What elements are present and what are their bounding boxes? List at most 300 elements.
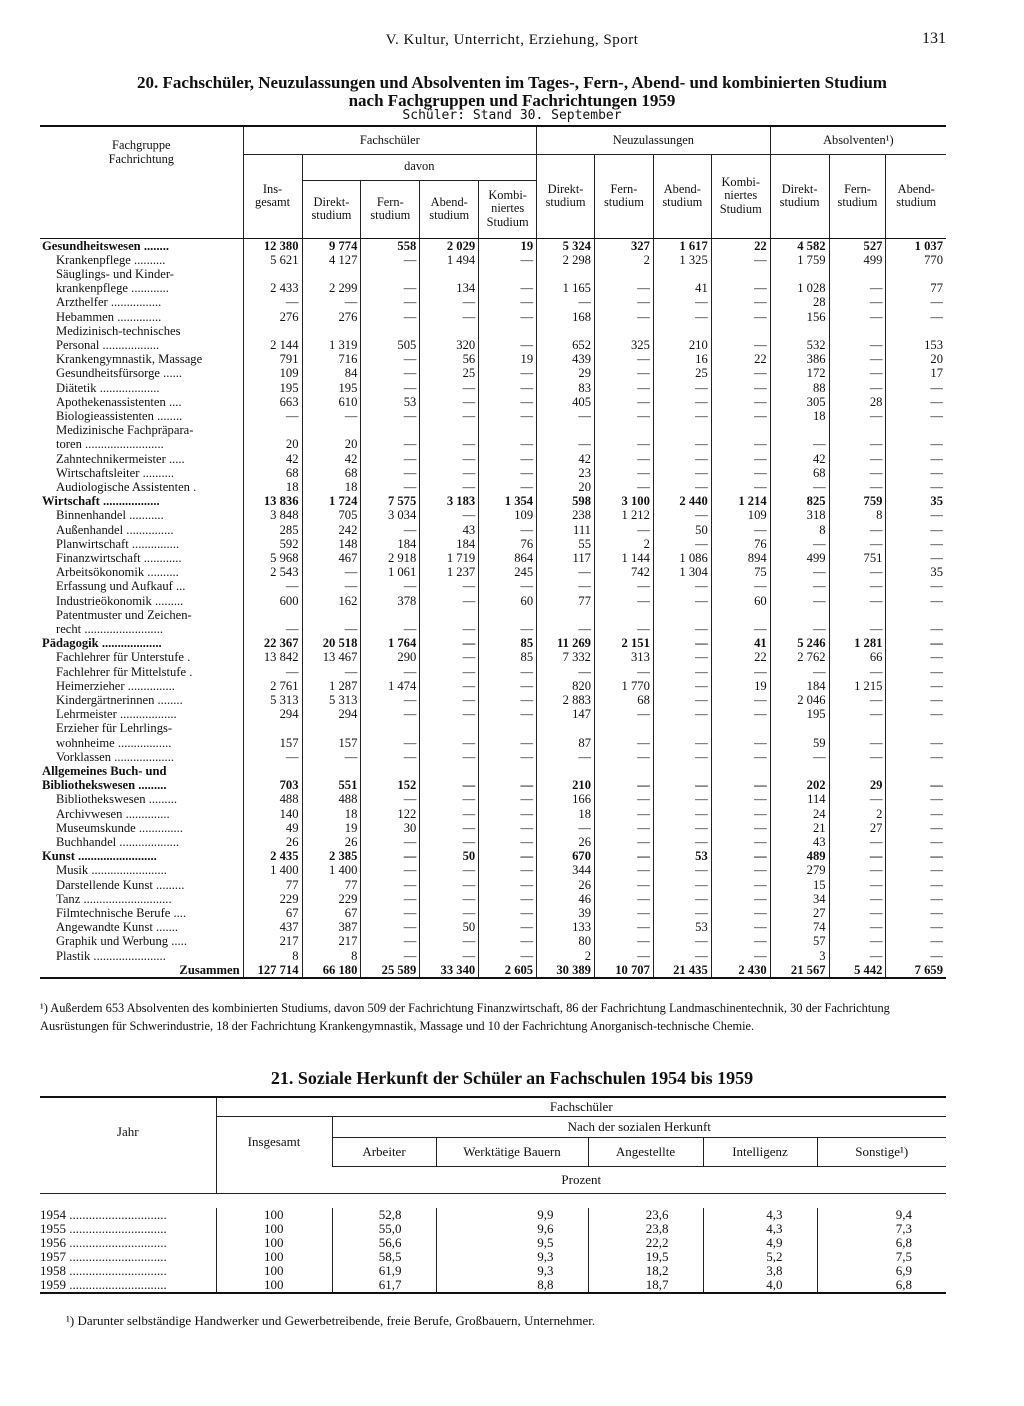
- col-neu-fern: Fern- studium: [594, 154, 653, 238]
- cell: 157: [302, 736, 361, 750]
- cell: 9,6: [436, 1222, 588, 1236]
- cell: —: [361, 920, 420, 934]
- cell: 21: [770, 821, 829, 835]
- cell: [361, 423, 420, 437]
- cell: —: [594, 295, 653, 309]
- cell: —: [711, 707, 770, 721]
- cell: —: [886, 679, 946, 693]
- cell: —: [711, 863, 770, 877]
- cell: 20: [886, 352, 946, 366]
- row-label: Lehrmeister ..................: [56, 707, 177, 722]
- table20-footnote: ¹) Außerdem 653 Absolventen des kombinierten Studiums, davon 509 der Fachrichtung Finanzwirtschaft, 86 der Fachrichtung Landmaschinentechnik, 30 der Fachrichtung Ausrüstungen für Schwerindustrie, 18 der Fachrichtung Krankengymnastik, Massage und 10 der Fachrichtung Anorganisch-technische Chemie.: [40, 1001, 890, 1033]
- cell: —: [594, 352, 653, 366]
- col-direkt: Direkt- studium: [302, 180, 361, 238]
- cell: 35: [886, 494, 946, 508]
- cell: 245: [479, 565, 537, 579]
- table-row: [40, 310, 946, 324]
- cell: 2 046: [770, 693, 829, 707]
- cell: —: [479, 920, 537, 934]
- cell: 67: [243, 906, 302, 920]
- cell: 751: [829, 551, 886, 565]
- cell: 1 494: [420, 253, 479, 267]
- cell: 195: [243, 381, 302, 395]
- cell: —: [711, 253, 770, 267]
- table-row: [40, 665, 946, 679]
- cell: 19: [479, 352, 537, 366]
- cell: [829, 324, 886, 338]
- table-row: [40, 281, 946, 295]
- table-row: [40, 821, 946, 835]
- cell: 20 518: [302, 636, 361, 650]
- table-row: [40, 778, 946, 792]
- cell: 24: [770, 807, 829, 821]
- cell: 18: [770, 409, 829, 423]
- row-label: Binnenhandel ...........: [56, 508, 164, 523]
- cell: 162: [302, 594, 361, 608]
- cell: —: [653, 778, 711, 792]
- cell: 9,3: [436, 1250, 588, 1264]
- cell: —: [711, 338, 770, 352]
- cell: 184: [361, 537, 420, 551]
- cell: 26: [537, 835, 595, 849]
- cell: —: [594, 281, 653, 295]
- cell: 2 430: [711, 963, 770, 978]
- cell: —: [479, 523, 537, 537]
- cell: —: [653, 892, 711, 906]
- cell: 56: [420, 352, 479, 366]
- cell: —: [711, 736, 770, 750]
- table-row: [40, 622, 946, 636]
- col-abend: Abend- studium: [420, 180, 479, 238]
- cell: [770, 608, 829, 622]
- cell: —: [479, 665, 537, 679]
- cell: 34: [770, 892, 829, 906]
- cell: —: [243, 409, 302, 423]
- cell: [653, 267, 711, 281]
- cell: 53: [361, 395, 420, 409]
- cell: —: [479, 707, 537, 721]
- cell: 8: [243, 949, 302, 963]
- cell: 10 707: [594, 963, 653, 978]
- cell: 489: [770, 849, 829, 863]
- cell: 109: [711, 508, 770, 522]
- cell: 1 037: [886, 238, 946, 253]
- cell: 294: [243, 707, 302, 721]
- cell: —: [886, 665, 946, 679]
- cell: —: [243, 579, 302, 593]
- cell: —: [594, 878, 653, 892]
- cell: 21 567: [770, 963, 829, 978]
- cell: 22: [711, 352, 770, 366]
- cell: —: [711, 480, 770, 494]
- table-row: [40, 1222, 946, 1236]
- cell: 140: [243, 807, 302, 821]
- cell: —: [243, 622, 302, 636]
- cell: 1 474: [361, 679, 420, 693]
- cell: —: [420, 665, 479, 679]
- cell: —: [361, 452, 420, 466]
- cell: —: [594, 863, 653, 877]
- table-row: [40, 792, 946, 806]
- row-label: Musik ........................: [56, 863, 167, 878]
- cell: —: [537, 579, 595, 593]
- row-label: Darstellende Kunst .........: [56, 877, 185, 892]
- cell: —: [711, 295, 770, 309]
- col-abs-direkt: Direkt- studium: [770, 154, 829, 238]
- cell: 344: [537, 863, 595, 877]
- cell: 505: [361, 338, 420, 352]
- cell: 9,9: [436, 1208, 588, 1222]
- cell: —: [711, 523, 770, 537]
- cell: 53: [653, 849, 711, 863]
- cell: —: [361, 409, 420, 423]
- cell: 1 237: [420, 565, 479, 579]
- cell: 7 575: [361, 494, 420, 508]
- cell: 109: [479, 508, 537, 522]
- row-label: Finanzwirtschaft ............: [56, 550, 182, 565]
- cell: —: [361, 295, 420, 309]
- cell: —: [537, 821, 595, 835]
- group-neuzulassungen: Neuzulassungen: [537, 126, 771, 154]
- cell: 5,2: [703, 1250, 817, 1264]
- row-year: 1954 ..............................: [40, 1208, 167, 1222]
- cell: [829, 764, 886, 778]
- cell: —: [886, 835, 946, 849]
- row-label: Apothekenassistenten ....: [56, 394, 182, 409]
- cell: [361, 324, 420, 338]
- group-fachschueler-21: Fachschüler: [216, 1097, 946, 1117]
- cell: —: [420, 650, 479, 664]
- row-label: Archivwesen ..............: [56, 806, 170, 821]
- cell: —: [711, 622, 770, 636]
- cell: 488: [302, 792, 361, 806]
- cell: —: [479, 807, 537, 821]
- cell: 77: [302, 878, 361, 892]
- cell: 195: [302, 381, 361, 395]
- cell: 5 313: [302, 693, 361, 707]
- cell: [479, 764, 537, 778]
- table-row: [40, 863, 946, 877]
- cell: 210: [537, 778, 595, 792]
- cell: —: [886, 807, 946, 821]
- cell: 467: [302, 551, 361, 565]
- table-row: [40, 338, 946, 352]
- cell: —: [420, 906, 479, 920]
- cell: 100: [216, 1222, 332, 1236]
- table-row: [40, 650, 946, 664]
- cell: 825: [770, 494, 829, 508]
- cell: —: [479, 906, 537, 920]
- cell: —: [420, 395, 479, 409]
- cell: —: [479, 934, 537, 948]
- cell: 551: [302, 778, 361, 792]
- cell: [770, 267, 829, 281]
- table-row: [40, 1236, 946, 1250]
- cell: —: [653, 863, 711, 877]
- cell: —: [770, 579, 829, 593]
- cell: 30: [361, 821, 420, 835]
- cell: 592: [243, 537, 302, 551]
- cell: 18: [243, 480, 302, 494]
- cell: 1 617: [653, 238, 711, 253]
- cell: —: [886, 523, 946, 537]
- cell: 13 467: [302, 650, 361, 664]
- cell: —: [653, 934, 711, 948]
- cell: —: [653, 821, 711, 835]
- cell: 42: [770, 452, 829, 466]
- cell: [537, 423, 595, 437]
- cell: 22,2: [588, 1236, 703, 1250]
- cell: 26: [537, 878, 595, 892]
- cell: [829, 267, 886, 281]
- cell: —: [420, 934, 479, 948]
- cell: —: [594, 736, 653, 750]
- cell: —: [653, 792, 711, 806]
- cell: [302, 764, 361, 778]
- row-label: Allgemeines Buch- und: [42, 764, 167, 779]
- cell: 61,9: [332, 1264, 436, 1278]
- row-label: Tanz ............................: [56, 891, 172, 906]
- cell: 5 442: [829, 963, 886, 978]
- cell: 19: [302, 821, 361, 835]
- unit-prozent: Prozent: [216, 1167, 946, 1194]
- cell: 59: [770, 736, 829, 750]
- cell: 18: [537, 807, 595, 821]
- col-neu-direkt: Direkt- studium: [537, 154, 595, 238]
- cell: 285: [243, 523, 302, 537]
- cell: —: [594, 579, 653, 593]
- cell: [420, 423, 479, 437]
- cell: 35: [886, 565, 946, 579]
- table-row: [40, 920, 946, 934]
- cell: —: [829, 338, 886, 352]
- cell: 5 313: [243, 693, 302, 707]
- table-row: [40, 551, 946, 565]
- cell: 56,6: [332, 1236, 436, 1250]
- cell: —: [711, 792, 770, 806]
- col-fern: Fern- studium: [361, 180, 420, 238]
- cell: —: [361, 835, 420, 849]
- cell: 2 433: [243, 281, 302, 295]
- cell: —: [829, 863, 886, 877]
- cell: 43: [420, 523, 479, 537]
- cell: —: [653, 736, 711, 750]
- cell: 5 324: [537, 238, 595, 253]
- cell: 1 165: [537, 281, 595, 295]
- row-label: toren .........................: [56, 437, 164, 452]
- row-label: Biologieassistenten ........: [56, 408, 183, 423]
- cell: —: [711, 920, 770, 934]
- cell: —: [537, 437, 595, 451]
- cell: —: [653, 437, 711, 451]
- table-row: [40, 494, 946, 508]
- cell: 49: [243, 821, 302, 835]
- row-label: Planwirtschaft ...............: [56, 536, 180, 551]
- cell: [537, 764, 595, 778]
- cell: —: [420, 750, 479, 764]
- cell: [653, 608, 711, 622]
- cell: 4,3: [703, 1222, 817, 1236]
- cell: —: [829, 565, 886, 579]
- cell: —: [886, 878, 946, 892]
- cell: —: [479, 693, 537, 707]
- cell: 57: [770, 934, 829, 948]
- cell: —: [420, 295, 479, 309]
- cell: —: [886, 693, 946, 707]
- cell: 27: [829, 821, 886, 835]
- cell: 134: [420, 281, 479, 295]
- cell: 21 435: [653, 963, 711, 978]
- row-label: Bibliothekswesen .........: [42, 778, 167, 793]
- cell: —: [886, 821, 946, 835]
- cell: 8: [302, 949, 361, 963]
- cell: 100: [216, 1250, 332, 1264]
- cell: 9 774: [302, 238, 361, 253]
- cell: 7,3: [817, 1222, 946, 1236]
- cell: 12 380: [243, 238, 302, 253]
- table-20-body: [40, 238, 946, 978]
- cell: —: [361, 892, 420, 906]
- cell: —: [886, 537, 946, 551]
- row-year: 1958 ..............................: [40, 1264, 167, 1278]
- cell: —: [770, 480, 829, 494]
- cell: —: [479, 409, 537, 423]
- cell: 238: [537, 508, 595, 522]
- cell: 1 354: [479, 494, 537, 508]
- cell: 18: [302, 807, 361, 821]
- row-year: 1957 ..............................: [40, 1250, 167, 1264]
- cell: 77: [537, 594, 595, 608]
- table-row: [40, 892, 946, 906]
- cell: —: [594, 807, 653, 821]
- table-row: [40, 1208, 946, 1222]
- cell: —: [420, 381, 479, 395]
- cell: 195: [770, 707, 829, 721]
- cell: 88: [770, 381, 829, 395]
- cell: —: [537, 295, 595, 309]
- cell: —: [886, 622, 946, 636]
- cell: 405: [537, 395, 595, 409]
- table-row: [40, 508, 946, 522]
- row-label: Erzieher für Lehrlings-: [56, 721, 173, 736]
- cell: 23,8: [588, 1222, 703, 1236]
- cell: 652: [537, 338, 595, 352]
- cell: —: [653, 594, 711, 608]
- row-label: Außenhandel ...............: [56, 522, 174, 537]
- cell: 770: [886, 253, 946, 267]
- row-label: krankenpflege ............: [56, 281, 169, 296]
- cell: —: [711, 579, 770, 593]
- cell: 217: [302, 934, 361, 948]
- cell: —: [361, 310, 420, 324]
- cell: —: [711, 778, 770, 792]
- cell: —: [420, 310, 479, 324]
- cell: 703: [243, 778, 302, 792]
- cell: 2 543: [243, 565, 302, 579]
- cell: —: [479, 892, 537, 906]
- row-label: Fachlehrer für Unterstufe .: [56, 650, 191, 665]
- cell: [711, 764, 770, 778]
- cell: —: [361, 878, 420, 892]
- cell: —: [886, 466, 946, 480]
- table-row: [40, 878, 946, 892]
- page-number: 131: [922, 30, 946, 47]
- cell: 327: [594, 238, 653, 253]
- cell: 68: [770, 466, 829, 480]
- cell: —: [711, 381, 770, 395]
- cell: —: [302, 750, 361, 764]
- row-label: Kunst .........................: [42, 849, 157, 864]
- row-label: Zahntechnikermeister .....: [56, 451, 185, 466]
- cell: 15: [770, 878, 829, 892]
- cell: [886, 608, 946, 622]
- row-label: Medizinisch-technisches: [56, 323, 181, 338]
- cell: —: [361, 253, 420, 267]
- row-label: Arzthelfer ................: [56, 295, 162, 310]
- cell: —: [361, 381, 420, 395]
- cell: —: [886, 778, 946, 792]
- cell: 87: [537, 736, 595, 750]
- row-label: Arbeitsökonomik ..........: [56, 565, 179, 580]
- cell: 527: [829, 238, 886, 253]
- table20-subtitle: Schüler: Stand 30. September: [402, 108, 622, 123]
- table21-title: 21. Soziale Herkunft der Schüler an Fachschulen 1954 bis 1959: [270, 1068, 754, 1088]
- table-row: [40, 466, 946, 480]
- table-row: [40, 366, 946, 380]
- cell: 210: [653, 338, 711, 352]
- cell: —: [479, 281, 537, 295]
- cell: —: [479, 792, 537, 806]
- cell: —: [361, 523, 420, 537]
- cell: —: [886, 650, 946, 664]
- cell: —: [711, 835, 770, 849]
- col-angestellte: Angestellte: [588, 1138, 703, 1167]
- cell: [302, 324, 361, 338]
- cell: —: [886, 906, 946, 920]
- row-label: Angewandte Kunst .......: [56, 920, 179, 935]
- row-label: Gesundheitsfürsorge ......: [56, 366, 183, 381]
- row-label: Wirtschaftsleiter ..........: [56, 465, 175, 480]
- cell: —: [886, 736, 946, 750]
- cell: —: [653, 693, 711, 707]
- cell: —: [829, 892, 886, 906]
- cell: [711, 721, 770, 735]
- cell: —: [594, 750, 653, 764]
- cell: —: [594, 821, 653, 835]
- cell: —: [594, 466, 653, 480]
- cell: —: [770, 594, 829, 608]
- cell: —: [711, 821, 770, 835]
- cell: 4 582: [770, 238, 829, 253]
- cell: 6,8: [817, 1236, 946, 1250]
- cell: 13 836: [243, 494, 302, 508]
- cell: —: [770, 665, 829, 679]
- cell: —: [420, 437, 479, 451]
- cell: [361, 267, 420, 281]
- cell: —: [361, 949, 420, 963]
- table-row: [40, 452, 946, 466]
- cell: [711, 267, 770, 281]
- row-label: Gesundheitswesen ........: [42, 238, 170, 253]
- cell: —: [420, 792, 479, 806]
- cell: 22: [711, 650, 770, 664]
- cell: 3: [770, 949, 829, 963]
- cell: —: [653, 807, 711, 821]
- cell: —: [653, 707, 711, 721]
- cell: —: [302, 409, 361, 423]
- cell: 68: [243, 466, 302, 480]
- cell: —: [829, 736, 886, 750]
